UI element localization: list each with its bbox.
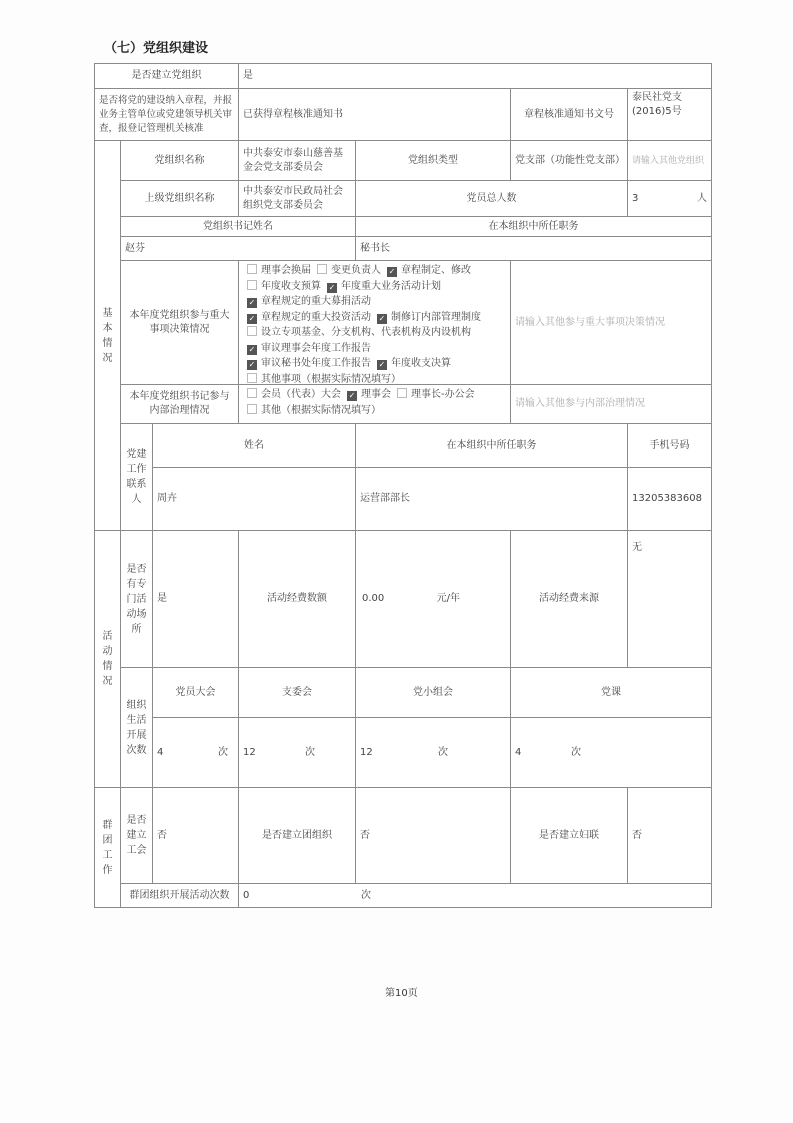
checkbox-item[interactable]: [247, 374, 401, 385]
mass-count-label: 群团组织开展活动次数: [120, 883, 239, 908]
checkbox-item[interactable]: [347, 389, 391, 400]
org-name-label: 党组织名称: [120, 140, 239, 181]
fund-value: 0.00: [362, 593, 385, 604]
women-label: 是否建立妇联: [510, 787, 628, 884]
mass-count-field[interactable]: [238, 883, 712, 908]
fund-field[interactable]: [355, 530, 511, 668]
checkbox-label: 审议秘书处年度工作报告: [261, 358, 371, 369]
fund-label: 活动经费数额: [238, 530, 356, 668]
party-org-value[interactable]: 是: [238, 63, 712, 89]
checkbox-label: 其他事项（根据实际情况填写）: [261, 373, 401, 385]
checkbox-item[interactable]: [377, 358, 451, 369]
checkbox-item[interactable]: [247, 389, 341, 400]
fund-source-value[interactable]: 无: [627, 530, 712, 668]
checkbox-label: 理事长-办公会: [411, 389, 475, 400]
checkbox-checked-icon[interactable]: ✓: [388, 267, 396, 276]
checkbox-item[interactable]: [327, 281, 441, 292]
checkbox-label: 理事会: [361, 389, 391, 400]
checkbox-label: 年度收支预算: [261, 280, 321, 292]
life-label: 组织生活开展次数: [120, 667, 153, 788]
decision-label: 本年度党组织参与重大事项决策情况: [120, 260, 239, 385]
count-committee[interactable]: [238, 717, 356, 788]
header-committee: 支委会: [238, 667, 356, 718]
checkbox-unchecked-icon[interactable]: [247, 280, 257, 290]
charter-value[interactable]: 已获得章程核准通知书: [238, 88, 511, 141]
secretary-value[interactable]: 赵芬: [120, 236, 356, 261]
count-unit: 次: [218, 746, 228, 758]
header-members-meeting: 党员大会: [152, 667, 239, 718]
count-lecture[interactable]: [510, 717, 712, 788]
union-label: 是否建立工会: [120, 787, 153, 884]
count-value: 4: [157, 746, 164, 758]
charter-label: 是否将党的建设纳入章程，并报业务主管单位或党建领导机关审查，报登记管理机关核准: [94, 88, 239, 141]
checkbox-unchecked-icon[interactable]: [247, 373, 257, 383]
venue-value[interactable]: 是: [152, 530, 239, 668]
org-type-label: 党组织类型: [355, 140, 511, 181]
checkbox-item[interactable]: [377, 312, 481, 323]
checkbox-label: 理事会换届: [261, 265, 311, 276]
org-type-value[interactable]: 党支部（功能性党支部）: [510, 140, 628, 181]
checkbox-checked-icon[interactable]: ✓: [378, 360, 386, 369]
count-members-meeting[interactable]: [152, 717, 239, 788]
checkbox-label: 审议理事会年度工作报告: [261, 342, 371, 354]
header-lecture: 党课: [510, 667, 712, 718]
parent-org-value[interactable]: 中共泰安市民政局社会组织党支部委员会: [238, 180, 356, 217]
members-label: 党员总人数: [355, 180, 628, 217]
checkbox-item[interactable]: [247, 405, 381, 416]
checkbox-label: 章程制定、修改: [401, 265, 471, 276]
count-unit: 次: [305, 746, 315, 758]
checkbox-item[interactable]: [397, 389, 475, 400]
secretary-role-label: 在本组织中所任职务: [355, 216, 712, 237]
youth-value[interactable]: 否: [355, 787, 511, 884]
checkbox-label: 其他（根据实际情况填写）: [261, 404, 381, 416]
members-field[interactable]: [627, 180, 712, 217]
decision-other-input[interactable]: 请输入其他参与重大事项决策情况: [510, 260, 712, 385]
count-unit: 次: [571, 746, 581, 758]
page-number: 第10页: [385, 988, 418, 999]
checkbox-item[interactable]: [247, 358, 371, 369]
checkbox-item[interactable]: [317, 265, 381, 276]
fund-source-label: 活动经费来源: [510, 530, 628, 668]
checkbox-unchecked-icon[interactable]: [317, 264, 327, 274]
secretary-label: 党组织书记姓名: [120, 216, 356, 237]
activity-section-label: 活动情况: [94, 530, 121, 788]
checkbox-checked-icon[interactable]: ✓: [348, 391, 356, 400]
checkbox-label: 会员（代表）大会: [261, 389, 341, 400]
org-type-other-input[interactable]: 请输入其他党组织: [627, 140, 712, 181]
checkbox-checked-icon[interactable]: ✓: [248, 344, 256, 354]
contact-role-value[interactable]: 运营部部长: [355, 467, 628, 531]
mass-section-label: 群团工作: [94, 787, 121, 908]
header-group: 党小组会: [355, 667, 511, 718]
checkbox-label: 年度收支决算: [391, 358, 451, 369]
mass-count-value: 0: [243, 889, 250, 901]
checkbox-label: 制修订内部管理制度: [391, 311, 481, 323]
checkbox-item[interactable]: [247, 296, 371, 307]
mass-count-unit: 次: [361, 889, 371, 901]
women-value[interactable]: 否: [627, 787, 712, 884]
checkbox-checked-icon[interactable]: ✓: [248, 360, 256, 369]
governance-checklist: [238, 384, 511, 424]
checkbox-checked-icon[interactable]: ✓: [378, 313, 386, 323]
count-group[interactable]: [355, 717, 511, 788]
checkbox-unchecked-icon[interactable]: [247, 326, 257, 336]
contact-phone-label: 手机号码: [627, 423, 712, 468]
count-value: 12: [360, 746, 373, 758]
count-value: 4: [515, 746, 522, 758]
checkbox-label: 变更负责人: [331, 265, 381, 276]
contact-name-value[interactable]: 周卉: [152, 467, 356, 531]
party-org-label: 是否建立党组织: [94, 63, 239, 89]
checkbox-label: 年度重大业务活动计划: [341, 280, 441, 292]
checkbox-unchecked-icon[interactable]: [247, 388, 257, 398]
basic-section-label: 基本情况: [94, 140, 121, 531]
youth-label: 是否建立团组织: [238, 787, 356, 884]
venue-label: 是否有专门活动场所: [120, 530, 153, 668]
contact-name-label: 姓名: [152, 423, 356, 468]
fund-unit: 元/年: [436, 593, 460, 604]
checkbox-item[interactable]: [247, 327, 471, 338]
checkbox-label: 设立专项基金、分支机构、代表机构及内设机构: [261, 327, 471, 338]
checkbox-item[interactable]: [247, 265, 311, 276]
contact-label: 党建工作联系人: [120, 423, 153, 531]
governance-other-input[interactable]: 请输入其他参与内部治理情况: [510, 384, 712, 424]
members-value: 3: [632, 192, 639, 204]
checkbox-item[interactable]: [387, 265, 471, 276]
contact-phone-value[interactable]: 13205383608: [627, 467, 712, 531]
contact-role-label: 在本组织中所任职务: [355, 423, 628, 468]
checkbox-label: 章程规定的重大投资活动: [261, 311, 371, 323]
section-title: （七）党组织建设: [104, 41, 209, 56]
checkbox-checked-icon[interactable]: ✓: [248, 313, 256, 323]
checkbox-label: 章程规定的重大募捐活动: [261, 296, 371, 307]
members-unit: 人: [697, 192, 707, 204]
checkbox-checked-icon[interactable]: ✓: [248, 298, 256, 307]
checkbox-unchecked-icon[interactable]: [247, 264, 257, 274]
checkbox-item[interactable]: [247, 312, 371, 323]
org-name-value[interactable]: 中共泰安市泰山慈善基金会党支部委员会: [238, 140, 356, 181]
count-unit: 次: [438, 746, 448, 758]
count-value: 12: [243, 746, 256, 758]
doc-number-value[interactable]: 泰民社党支(2016)5号: [627, 88, 712, 141]
checkbox-checked-icon[interactable]: ✓: [328, 282, 336, 292]
union-value[interactable]: 否: [152, 787, 239, 884]
checkbox-unchecked-icon[interactable]: [247, 404, 257, 414]
checkbox-item[interactable]: [247, 343, 371, 354]
checkbox-unchecked-icon[interactable]: [397, 388, 407, 398]
checkbox-item[interactable]: [247, 281, 321, 292]
secretary-role-value[interactable]: 秘书长: [355, 236, 712, 261]
doc-number-label: 章程核准通知书文号: [510, 88, 628, 141]
decision-checklist: [238, 260, 511, 385]
parent-org-label: 上级党组织名称: [120, 180, 239, 217]
governance-label: 本年度党组织书记参与内部治理情况: [120, 384, 239, 424]
